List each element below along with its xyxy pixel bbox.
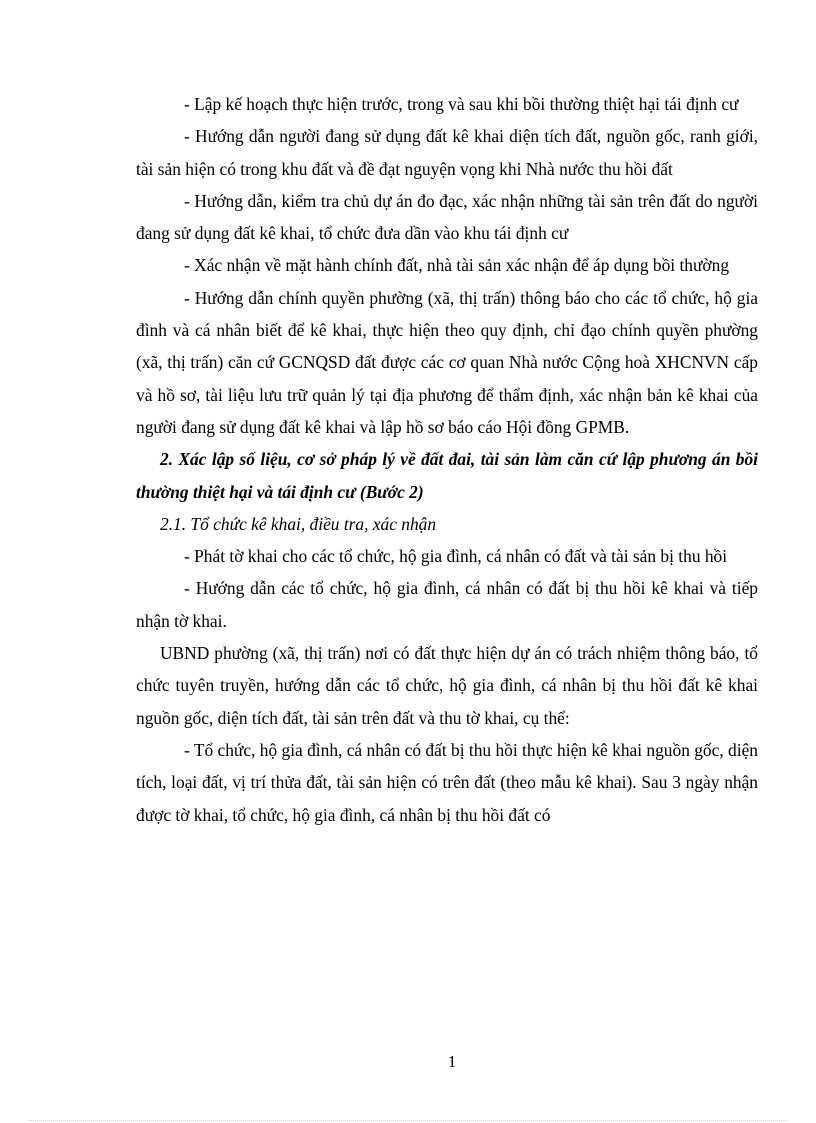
paragraph-guide-inspect: - Hướng dẫn, kiểm tra chủ dự án đo đạc, xác nhận những tài sản trên đất do người đang sử dụng đất kê khai, tổ chức đưa dần vào khu tái định cư	[136, 190, 758, 244]
subsection-heading-2-1: 2.1. Tổ chức kê khai, điều tra, xác nhận	[160, 513, 437, 534]
footer-divider	[28, 1120, 788, 1121]
section-heading-step-2: 2. Xác lập số liệu, cơ sở pháp lý về đất đai, tài sản làm căn cứ lập phương án bồi thường thiệt hại và tái định cư (Bước 2)	[136, 449, 758, 502]
paragraph-confirm-admin: - Xác nhận về mặt hành chính đất, nhà tài sản xác nhận để áp dụng bồi thường	[184, 255, 730, 276]
paragraph-distribute-forms: - Phát tờ khai cho các tổ chức, hộ gia đình, cá nhân có đất và tài sản bị thu hồi	[184, 546, 728, 567]
paragraph-ubnd-responsibility: UBND phường (xã, thị trấn) nơi có đất thực hiện dự án có trách nhiệm thông báo, tổ chức tuyên truyền, hướng dẫn các tổ chức, hộ gia đình, cá nhân bị thu hồi đất kê khai nguồn gốc, diện tích đất, tài sản trên đất và thu tờ khai, cụ thể:	[136, 643, 758, 728]
document-body	[136, 88, 758, 831]
paragraph-declare-origin: - Tổ chức, hộ gia đình, cá nhân có đất bị thu hồi thực hiện kê khai nguồn gốc, diện tích, loại đất, vị trí thửa đất, tài sản hiện có trên đất (theo mẫu kê khai). Sau 3 ngày nhận được tờ khai, tổ chức, hộ gia đình, cá nhân bị thu hồi đất có	[136, 739, 758, 825]
page-number: 1	[447, 1052, 457, 1071]
paragraph-guide-authority: - Hướng dẫn chính quyền phường (xã, thị trấn) thông báo cho các tổ chức, hộ gia đình và cá nhân biết để kê khai, thực hiện theo quy định, chỉ đạo chính quyền phường (xã, thị trấn) căn cứ GCNQSD đất được các cơ quan Nhà nước Cộng hoà XHCNVN cấp và hồ sơ, tài liệu lưu trữ quản lý tại địa phương để thẩm định, xác nhận bản kê khai của người đang sử dụng đất kê khai và lập hồ sơ báo cáo Hội đồng GPMB.	[136, 287, 758, 437]
paragraph-guide-receive: - Hướng dẫn các tổ chức, hộ gia đình, cá nhân có đất bị thu hồi kê khai và tiếp nhận tờ khai.	[136, 578, 758, 631]
paragraph-plan: - Lập kế hoạch thực hiện trước, trong và sau khi bồi thường thiệt hại tái định cư	[184, 94, 739, 114]
paragraph-guide-declare: - Hướng dẫn người đang sử dụng đất kê khai diện tích đất, nguồn gốc, ranh giới, tài sản hiện có trong khu đất và đề đạt nguyện vọng khi Nhà nước thu hồi đất	[136, 126, 758, 179]
